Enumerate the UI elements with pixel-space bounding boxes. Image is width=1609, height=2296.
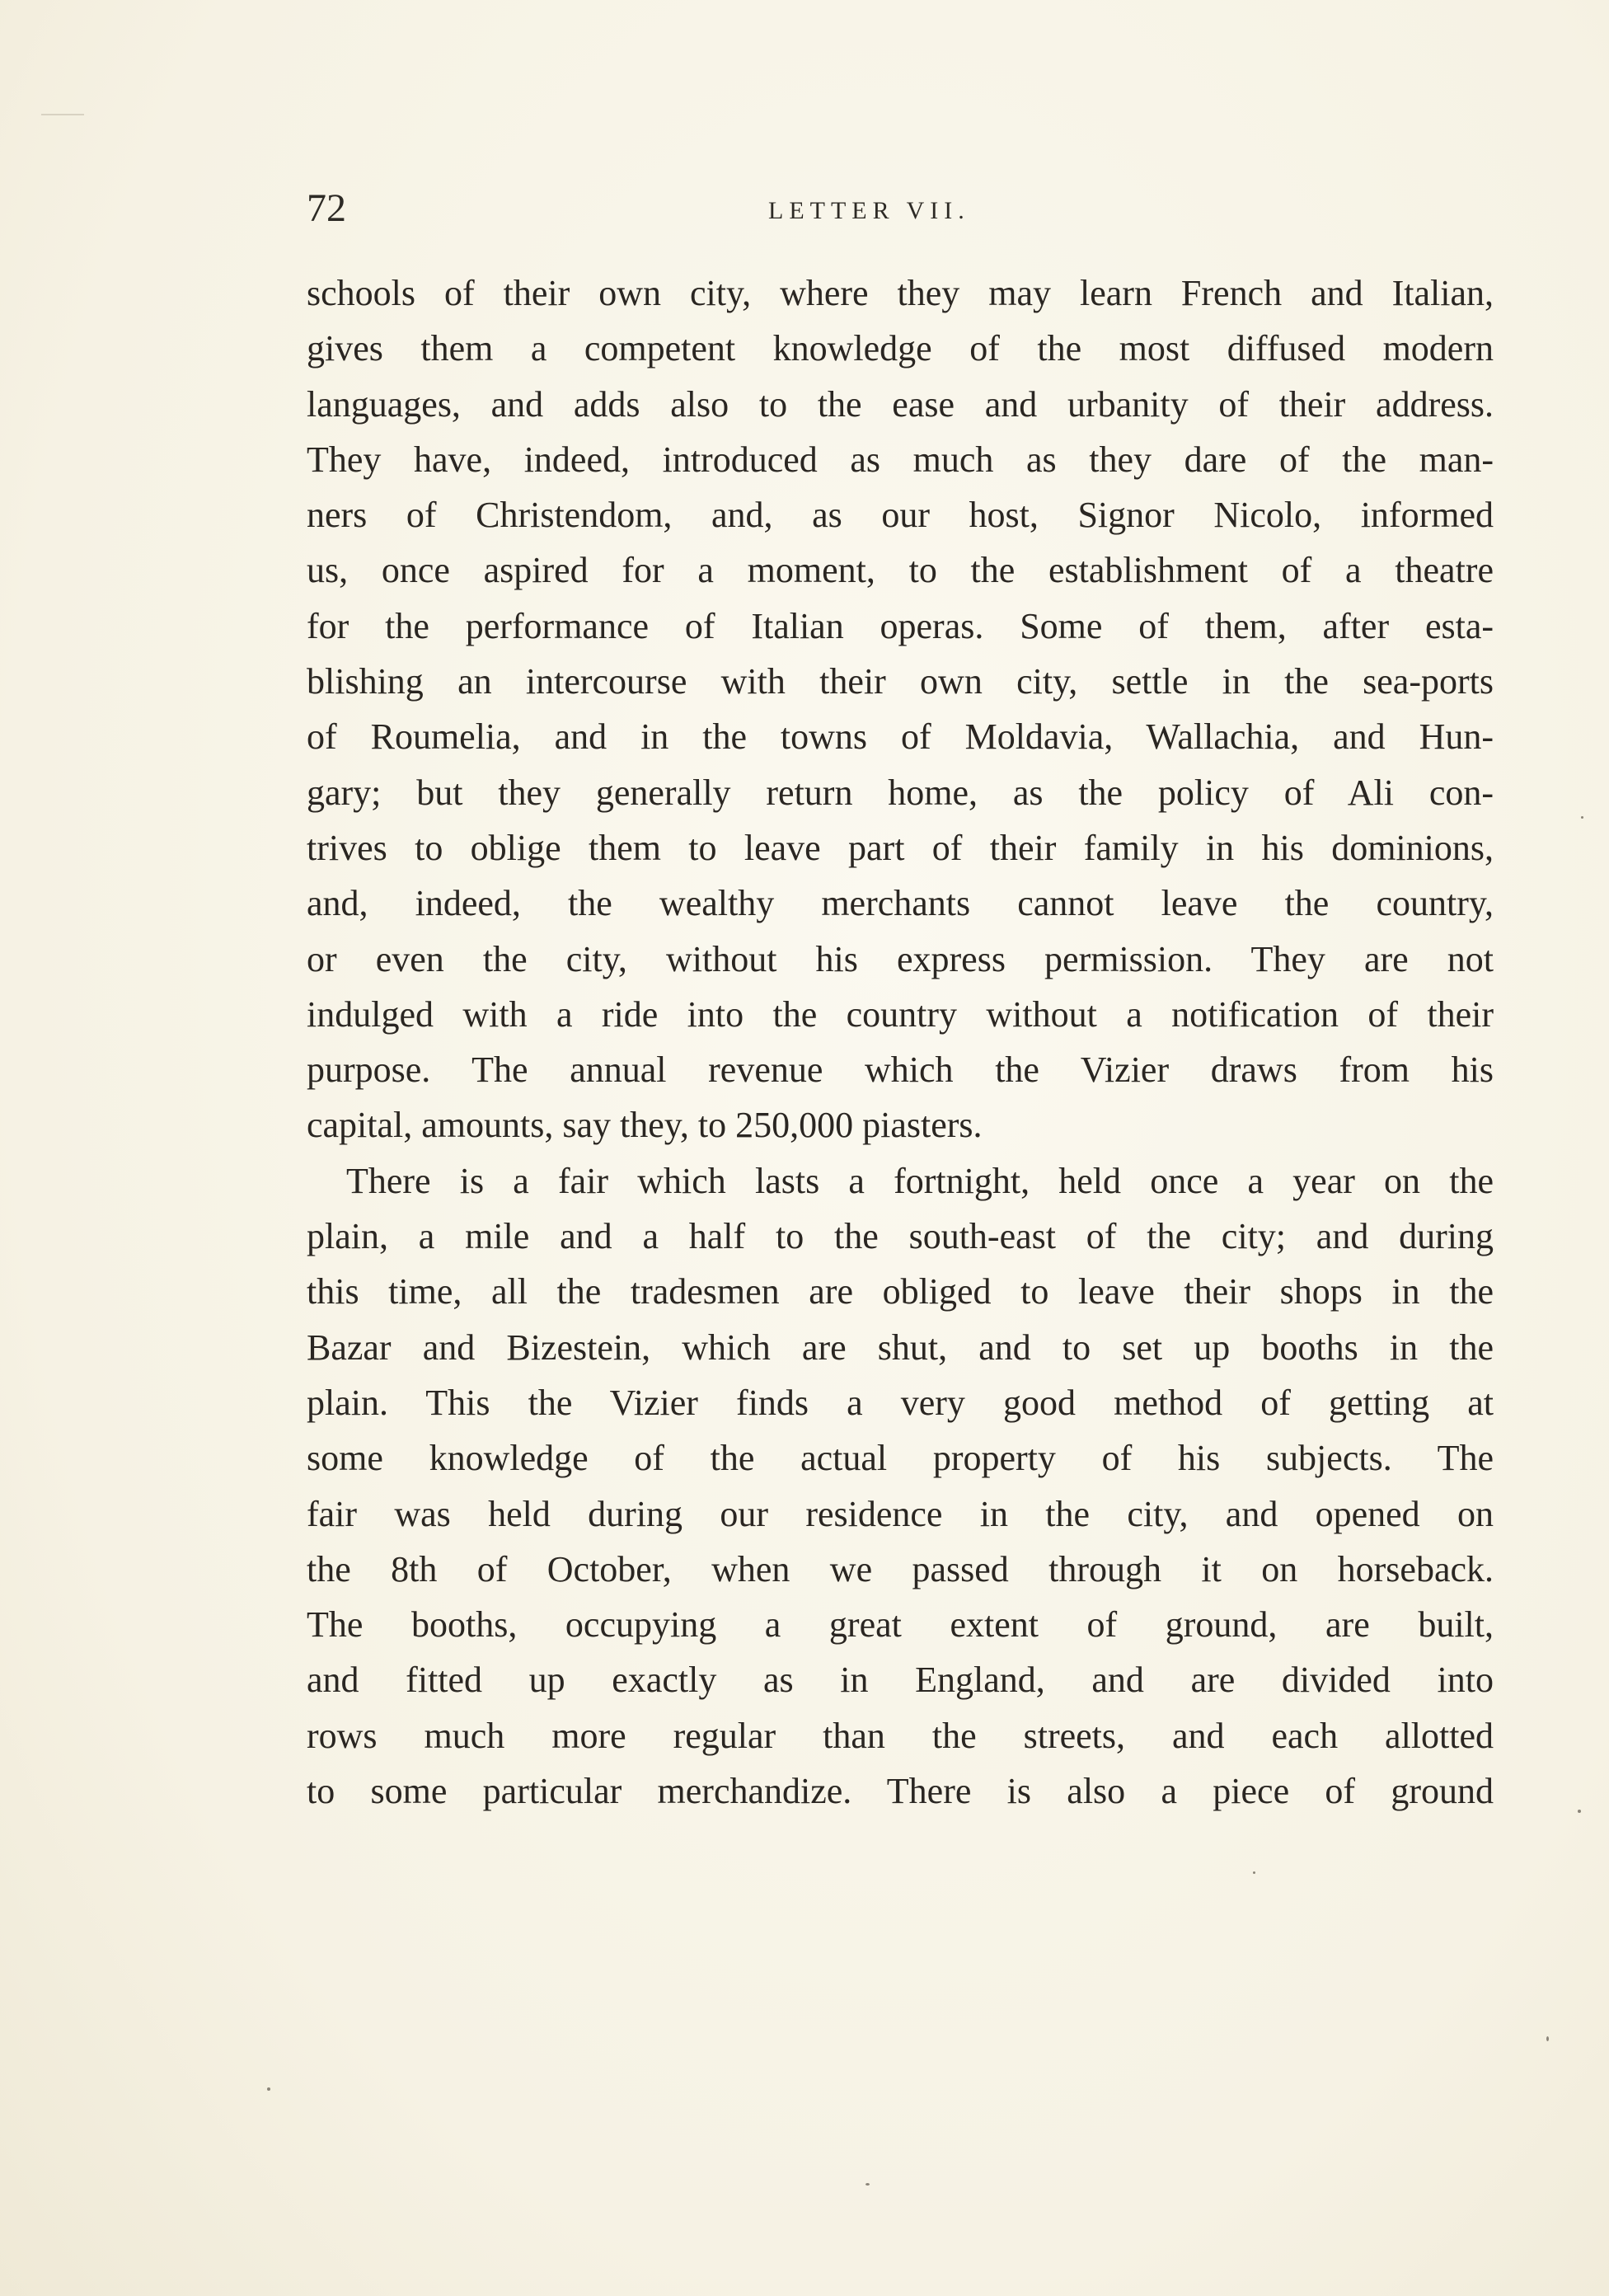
page-number: 72 bbox=[307, 186, 346, 230]
text-line: or even the city, without his express permission. They are not bbox=[307, 938, 1494, 979]
text-line: indulged with a ride into the country without a notification of their bbox=[307, 993, 1494, 1035]
paper-speck bbox=[1581, 816, 1583, 819]
paper-speck bbox=[1253, 1871, 1255, 1874]
text-line: us, once aspired for a moment, to the establishment of a theatre bbox=[307, 550, 1494, 591]
text-line: plain, a mile and a half to the south-east of the city; and during bbox=[307, 1216, 1494, 1257]
text-line: capital, amounts, say they, to 250,000 piasters. bbox=[307, 1105, 983, 1146]
text-line: gives them a competent knowledge of the most diffused modern bbox=[307, 328, 1494, 369]
text-line: some knowledge of the actual property of his subjects. The bbox=[307, 1438, 1494, 1479]
text-line: plain. This the Vizier finds a very good method of getting at bbox=[307, 1382, 1494, 1423]
text-line: The booths, occupying a great extent of ground, are built, bbox=[307, 1604, 1494, 1646]
text-line: rows much more regular than the streets, and each allotted bbox=[307, 1715, 1494, 1756]
text-line: the 8th of October, when we passed through it on horseback. bbox=[307, 1548, 1494, 1589]
running-head: LETTER VII. bbox=[768, 197, 970, 224]
paper-speck bbox=[1546, 2036, 1549, 2041]
paper-speck bbox=[267, 2087, 270, 2091]
text-line: trives to oblige them to leave part of their family in his dominions, bbox=[307, 827, 1494, 868]
page-header bbox=[307, 180, 1494, 237]
text-line: blishing an intercourse with their own city, settle in the sea-ports bbox=[307, 661, 1494, 702]
text-line: to some particular merchandize. There is also a piece of ground bbox=[307, 1771, 1494, 1812]
text-line: of Roumelia, and in the towns of Moldavia, Wallachia, and Hun- bbox=[307, 716, 1494, 758]
text-line: fair was held during our residence in the city, and opened on bbox=[307, 1493, 1494, 1534]
text-line: for the performance of Italian operas. Some of them, after esta- bbox=[307, 605, 1494, 646]
paper-speck bbox=[1578, 1810, 1581, 1813]
text-line: and, indeed, the wealthy merchants cannot leave the country, bbox=[307, 883, 1494, 924]
margin-mark bbox=[41, 114, 84, 115]
text-line: Bazar and Bizestein, which are shut, and to set up booths in the bbox=[307, 1326, 1494, 1368]
text-line: and fitted up exactly as in England, and are divided into bbox=[307, 1660, 1494, 1701]
text-line: gary; but they generally return home, as the policy of Ali con- bbox=[307, 772, 1494, 813]
text-line: They have, indeed, introduced as much as they dare of the man- bbox=[307, 439, 1494, 480]
paper-speck bbox=[865, 2183, 870, 2186]
text-line: There is a fair which lasts a fortnight, held once a year on the bbox=[346, 1160, 1494, 1201]
text-line: ners of Christendom, and, as our host, Signor Nicolo, informed bbox=[307, 495, 1494, 536]
text-line: languages, and adds also to the ease and urbanity of their address. bbox=[307, 383, 1494, 425]
body-text bbox=[307, 265, 1494, 1819]
text-line: this time, all the tradesmen are obliged to leave their shops in the bbox=[307, 1271, 1494, 1312]
text-line: schools of their own city, where they may learn French and Italian, bbox=[307, 273, 1494, 313]
text-line: purpose. The annual revenue which the Vizier draws from his bbox=[307, 1049, 1494, 1091]
